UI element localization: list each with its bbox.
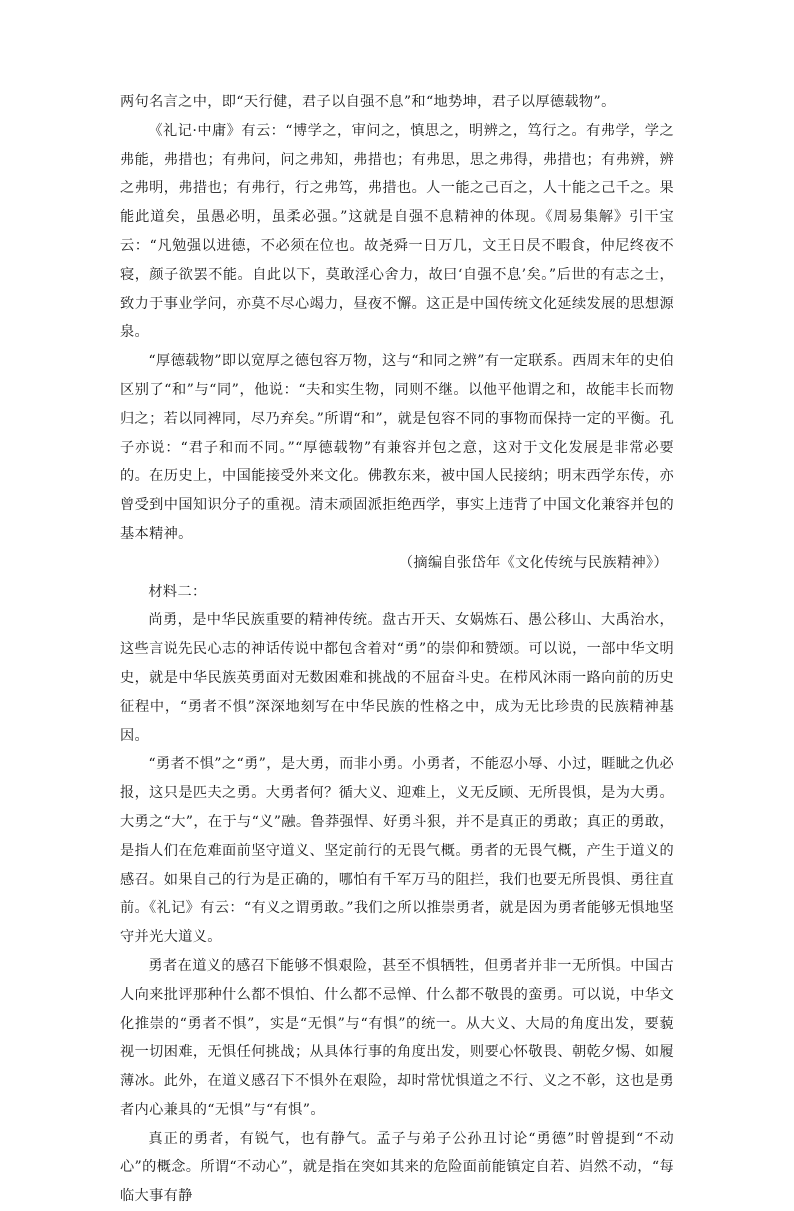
source-citation: （摘编自张岱年《文化传统与民族精神》） (398, 554, 668, 571)
material-two-heading: 材料二： (148, 583, 207, 600)
paragraph-shang-yong: 尚勇，是中华民族重要的精神传统。盘古开天、女娲炼石、愚公移山、大禹治水，这些言说先民心志的神话传说中都包含着对“勇”的崇仰和赞颂。可以说，一部中华文明史，就是中华民族英勇面对无数困难和挑战的不屈奋斗史。在栉风沐雨一路向前的历史征程中，“勇者不惧”深深地刻写在中华民族的性格之中，成为无比珍贵的民族精神基因。 (120, 612, 674, 744)
paragraph-wu-ju-you-ju: 勇者在道义的感召下能够不惧艰险，甚至不惧牺牲，但勇者并非一无所惧。中国古人向来批评那种什么都不惧怕、什么都不忌惮、什么都不敬畏的蛮勇。可以说，中华文化推崇的“勇者不惧”，实是“无惧”与“有惧”的统一。从大义、大局的角度出发，要藐视一切困难，无惧任何挑战；从具体行事的角度出发，则要心怀敬畏、朝乾夕惕、如履薄冰。此外，在道义感召下不惧外在艰险，却时常忧惧道之不行、义之不彰，这也是勇者内心兼具的“无惧”与“有惧”。 (120, 957, 674, 1118)
paragraph-continuation: 两句名言之中，即“天行健，君子以自强不息”和“地势坤，君子以厚德载物”。 (120, 94, 616, 110)
paragraph-da-yong: “勇者不惧”之“勇”，是大勇，而非小勇。小勇者，不能忍小辱、小过，睚眦之仇必报，这只是匹夫之勇。大勇者何？循大义、迎难上，义无反顾、无所畏惧，是为大勇。大勇之“大”，在于与“义”融。鲁莽强悍、好勇斗狠，并不是真正的勇敢；真正的勇敢，是指人们在危难面前坚守道义、坚定前行的无畏气概。勇者的无畏气概，产生于道义的感召。如果自己的行为是正确的，哪怕有千军万马的阻拦，我们也要无所畏惧、勇往直前。《礼记》有云：“有义之谓勇敢。”我们之所以推崇勇者，就是因为勇者能够无惧地坚守并光大道义。 (120, 756, 674, 946)
paragraph-rui-qi-jing-qi: 真正的勇者，有锐气，也有静气。孟子与弟子公孙丑讨论“勇德”时曾提到“不动心”的概念。所谓“不动心”，就是指在突如其来的危险面前能镇定自若、岿然不动，“每临大事有静 (120, 1130, 674, 1205)
paragraph-houde-zaiwu: “厚德载物”即以宽厚之德包容万物，这与“和同之辨”有一定联系。西周末年的史伯区别了“和”与“同”，他说：“夫和实生物，同则不继。以他平他谓之和，故能丰长而物归之；若以同裨同，尽乃弃矣。”所谓“和”，就是包容不同的事物而保持一定的平衡。孔子亦说：“君子和而不同。”“厚德载物”有兼容并包之意，这对于文化发展是非常必要的。在历史上，中国能接受外来文化。佛教东来，被中国人民接纳；明末西学东传，亦曾受到中国知识分子的重视。清末顽固派拒绝西学，事实上违背了中国文化兼容并包的基本精神。 (120, 353, 674, 542)
paragraph-liji-zhongyong: 《礼记·中庸》有云：“博学之，审问之，慎思之，明辨之，笃行之。有弗学，学之弗能，弗措也；有弗问，问之弗知，弗措也；有弗思，思之弗得，弗措也；有弗辨，辨之弗明，弗措也；有弗行，行之弗笃，弗措也。人一能之己百之，人十能之己千之。果能此道矣，虽愚必明，虽柔必强。”这就是自强不息精神的体现。《周易集解》引干宝云：“凡勉强以进德，不必须在位也。故尧舜一日万几，文王日昃不暇食，仲尼终夜不寝，颜子欲罢不能。自此以下，莫敢淫心舍力，故曰‘自强不息’矣。”后世的有志之士，致力于事业学问，亦莫不尽心竭力，昼夜不懈。这正是中国传统文化延续发展的思想源泉。 (120, 122, 674, 341)
document-body (120, 88, 674, 1211)
